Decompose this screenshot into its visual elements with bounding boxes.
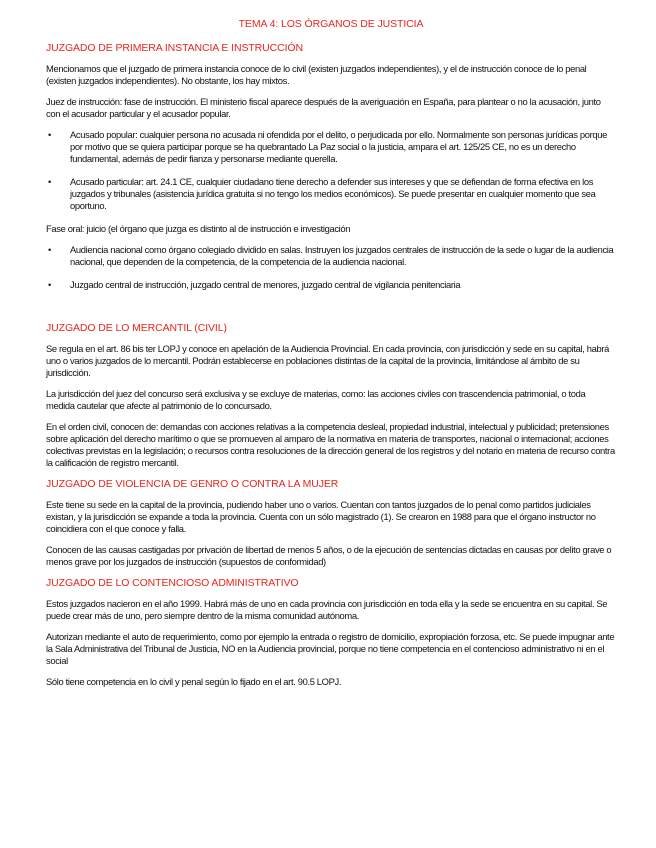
paragraph: Autorizan mediante el auto de requerimiento, como por ejemplo la entrada o registro de domicilio, expropiación forzosa, etc. Se puede impugnar ante la Sala Administrativa del Tribunal de Justicia, NO en la Audiencia provincial, porque no tiene competencia en el contencioso administrativo ni en el social [46, 631, 615, 666]
paragraph: Sólo tiene competencia en lo civil y penal según lo fijado en el art. 90.5 LOPJ. [46, 676, 342, 687]
section-contencioso-administrativo [46, 577, 616, 688]
document-title: TEMA 4: LOS ÓRGANOS DE JUSTICIA [238, 18, 424, 30]
paragraph: Conocen de las causas castigadas por privación de libertad de menos 5 años, o de la ejecución de sentencias dictadas en causas por delito grave o menos grave por los juzgados de instrucción (supuestos de conformidad) [46, 544, 612, 567]
paragraph: Juez de instrucción: fase de instrucción. El ministerio fiscal aparece después de la averiguación en España, para plantear o no la acusación, junto con el acusador particular y el acusador popular. [46, 96, 601, 119]
paragraph: Este tiene su sede en la capital de la provincia, pudiendo haber uno o varios. Cuentan con tantos juzgados de lo penal como partidos judiciales existan, y la jurisdicción se expande a toda la provincia. Cuenta con un sólo magistrado (1). Se crearon en 1988 para que el órgano instructor no coincidiera con el que conoce y falla. [46, 499, 596, 534]
paragraph: Estos juzgados nacieron en el año 1999. Habrá más de uno en cada provincia con jurisdicción en toda ella y la sede se encuentra en su capital. Se puede crear más de uno, pero siempre dentro de la misma comunidad autónoma. [46, 598, 608, 621]
section-heading: JUZGADO DE LO CONTENCIOSO ADMINISTRATIVO [46, 577, 299, 589]
section-heading: JUZGADO DE VIOLENCIA DE GENRO O CONTRA LA MUJER [46, 478, 339, 490]
list-item: • Audiencia nacional como órgano colegiado dividido en salas. Instruyen los juzgados centrales de instrucción de la sede o lugar de la audiencia nacional, que dependen de la competencia, de la competencia de la audiencia nacional. [60, 244, 616, 268]
section-mercantil [46, 322, 616, 469]
paragraph: En el orden civil, conocen de: demandas con acciones relativas a la competencia desleal, propiedad industrial, intelectual y publicidad; pretensiones sobre aplicación del derecho marítimo o que se promueven al amparo de la normativa en materia de transportes, nacional o internacional; acciones colectivas previstas en la legislación; o recursos contra resoluciones de la dirección general de los registros y del notario en materia de recurso contra la calificación de registro mercantil. [46, 421, 615, 468]
paragraph: Mencionamos que el juzgado de primera instancia conoce de lo civil (existen juzgados independientes), y el de instrucción conoce de lo penal (existen juzgados independientes). No obstante, los hay mixtos. [46, 63, 587, 86]
paragraph: Fase oral: juicio (el órgano que juzga es distinto al de instrucción e investigación [46, 223, 351, 234]
list-item: • Acusado popular: cualquier persona no acusada ni ofendida por el delito, o perjudicada por ello. Normalmente son personas jurídicas porque por motivo que se quiera participar porque se ha quebrantado La Paz social o la justicia, ampara el art. 125/25 CE, no es un derecho fundamental, además de pedir fianza y personarse mediante querella. [60, 129, 616, 165]
list-item: • Acusado particular: art. 24.1 CE, cualquier ciudadano tiene derecho a defender sus intereses y que se defiendan de forma efectiva en los juzgados y tribunales (asistencia jurídica gratuita si no tengo los medios económicos). Se puede presentar en cualquier momento que sea oportuno. [60, 176, 616, 212]
section-violencia-genero [46, 478, 616, 568]
paragraph: La jurisdicción del juez del concurso será exclusiva y se excluye de materias, como: las acciones civiles con trascendencia patrimonial, o toda medida cautelar que afecte al patrimonio de lo concursado. [46, 388, 586, 411]
section-primera-instancia [46, 42, 616, 291]
bullet-list [46, 129, 616, 212]
bullet-list [46, 244, 616, 291]
section-heading: JUZGADO DE LO MERCANTIL (CIVIL) [46, 322, 227, 334]
paragraph: Se regula en el art. 86 bis ter LOPJ y conoce en apelación de la Audiencia Provincial. En cada provincia, con jurisdicción y sede en su capital, habrá uno o varios juzgados de lo mercantil. Podrán establecerse en poblaciones distintas de la capital de la provincia, limitándose al ámbito de su jurisdicción. [46, 343, 609, 378]
list-item: • Juzgado central de instrucción, juzgado central de menores, juzgado central de vigilancia penitenciaria [60, 279, 616, 291]
section-heading: JUZGADO DE PRIMERA INSTANCIA E INSTRUCCIÓN [46, 42, 303, 54]
